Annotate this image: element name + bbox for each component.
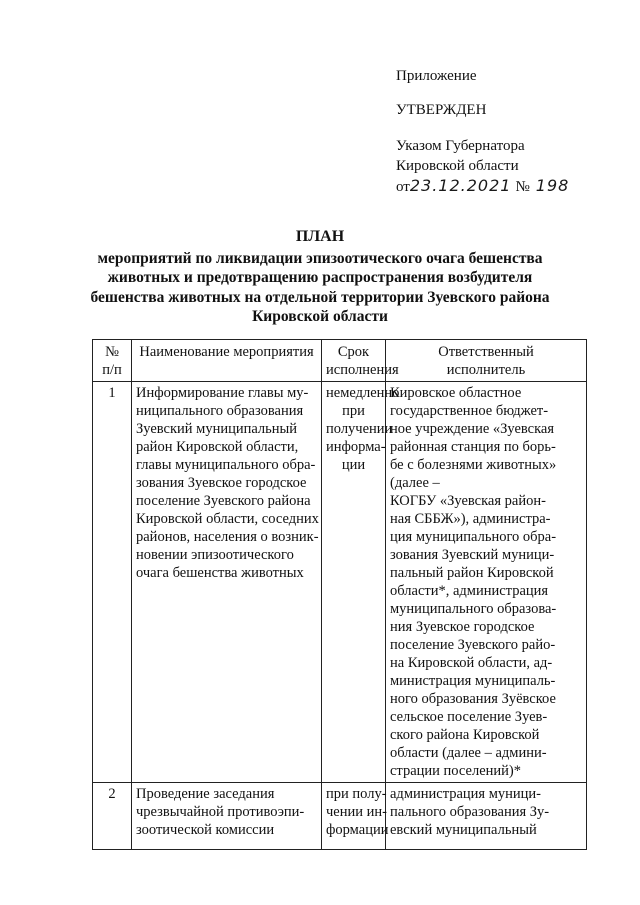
date-prefix: от <box>396 179 410 195</box>
activity-name-cell: Проведение заседания чрезвычайной противоэпи- зоотической комиссии <box>132 783 322 850</box>
decree-line-1: Указом Губернатора <box>396 138 525 154</box>
deadline-cell: немедленно при получении информа- ции <box>322 382 386 783</box>
responsible-cell: администрация муници- пального образования Зу- евский муниципальный <box>386 783 587 850</box>
number-label: № <box>515 179 530 195</box>
plan-subtitle-line: мероприятий по ликвидации эпизоотического очага бешенства <box>97 249 543 267</box>
header-activity-name: Наименование мероприятия <box>132 340 322 382</box>
plan-subtitle-line: бешенства животных на отдельной территории Зуевского района <box>90 288 550 306</box>
handwritten-number: 198 <box>535 176 570 195</box>
appendix-label: Приложение <box>396 68 477 84</box>
plan-table <box>92 339 587 850</box>
activity-name-cell: Информирование главы му- ниципального образования Зуевский муниципальный район Кировской области, главы муниципального обра- зования Зуевское городское поселение Зуевского района Кировской области, соседних районов, населения о возник- новении эпизоотического очага бешенства животных <box>132 382 322 783</box>
plan-subtitle-line: Кировской области <box>252 308 388 325</box>
decree-line-2: Кировской области <box>396 158 519 174</box>
header-responsible: Ответственный исполнитель <box>386 340 587 382</box>
handwritten-date: 23.12.2021 <box>409 176 512 195</box>
row-number: 2 <box>93 783 132 850</box>
plan-title <box>60 227 580 327</box>
row-number: 1 <box>93 382 132 783</box>
approval-block <box>396 66 626 197</box>
table-row <box>93 382 587 783</box>
plan-heading: ПЛАН <box>295 228 345 245</box>
header-deadline: Срок исполнения <box>322 340 386 382</box>
header-number: № п/п <box>93 340 132 382</box>
responsible-cell: Кировское областное государственное бюджет- ное учреждение «Зуевская районная станция по борь- бе с болезнями животных» (далее – КОГБУ «Зуевская район- ная СББЖ»), администра- ция муниципального обра- зования Зуевский муници- пальный район Кировской области*, администрация муниципального образова- ния Зуевское городское поселение Зуевского райо- на Кировской области, ад- министрация муниципаль- ного образования Зуёвское сельское поселение Зуев- ского района Кировской области (далее – админи- страции поселений)* <box>386 382 587 783</box>
decree-date-line <box>396 176 626 197</box>
table-row <box>93 783 587 850</box>
approved-label: УТВЕРЖДЕН <box>396 102 487 118</box>
table-header-row <box>93 340 587 382</box>
plan-subtitle-line: животных и предотвращению распространения возбудителя <box>107 269 533 286</box>
deadline-cell: при полу- чении ин- формации <box>322 783 386 850</box>
